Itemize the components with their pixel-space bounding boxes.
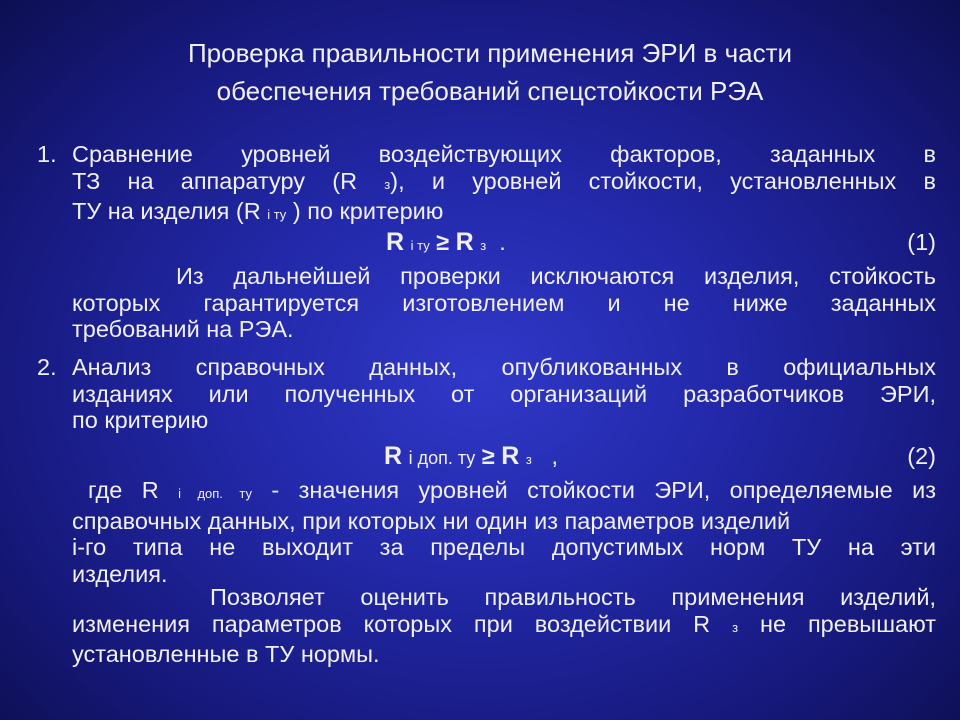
item-1-note bbox=[72, 263, 936, 343]
item-2-text bbox=[72, 354, 936, 434]
title-line-1: Проверка правильности применения ЭРИ в части bbox=[187, 38, 793, 68]
item-2-conclusion-line-1: Позволяет оценить правильность применения изделий, bbox=[210, 584, 936, 610]
title-line-2: обеспечения требований спецстойкости РЭА bbox=[216, 76, 764, 106]
item-1-line-3: ТУ на изделия (R i ту ) по критерию bbox=[72, 198, 444, 224]
item-2-line-3: по критерию bbox=[72, 407, 209, 433]
item-2-where-line-3: i-го типа не выходит за пределы допустимых норм ТУ на эти bbox=[72, 534, 936, 560]
item-1-line-1: Сравнение уровней воздействующих факторов, заданных в bbox=[72, 141, 936, 167]
item-2-line-1: Анализ справочных данных, опубликованных в официальных bbox=[72, 354, 936, 380]
item-2-where-line-2: справочных данных, при которых ни один из параметров изделий bbox=[72, 507, 791, 534]
item-1-note-line-2: которых гарантируется изготовлением и не ниже заданных bbox=[72, 289, 936, 316]
item-1-line-2: ТЗ на аппаратуру (R з), и уровней стойкости, установленных в bbox=[72, 167, 936, 194]
item-2-number: 2. bbox=[37, 354, 57, 380]
item-1-note-line-3: требований на РЭА. bbox=[72, 316, 294, 342]
formula-2: R i доп. ту ≥ R з , bbox=[384, 442, 558, 470]
formula-1-number: (1) bbox=[907, 229, 936, 255]
item-1-number: 1. bbox=[37, 141, 57, 167]
formula-1: R i ту ≥ R з . bbox=[386, 228, 506, 256]
item-2-line-2: изданиях или полученных от организаций разработчиков ЭРИ, bbox=[72, 380, 936, 407]
item-2-where-line-4: изделия. bbox=[72, 560, 168, 587]
item-2-where bbox=[72, 477, 936, 587]
item-1-text bbox=[72, 141, 936, 229]
item-2-conclusion-line-2: изменения параметров которых при воздействии R з не превышают bbox=[72, 610, 936, 637]
formula-2-number: (2) bbox=[907, 443, 936, 469]
item-2-conclusion bbox=[72, 584, 936, 668]
item-2-where-line-1: где R i доп. ту - значения уровней стойкости ЭРИ, определяемые из bbox=[88, 477, 936, 503]
item-1-note-line-1: Из дальнейшей проверки исключаются изделия, стойкость bbox=[176, 263, 936, 289]
item-2-conclusion-line-3: установленные в ТУ нормы. bbox=[72, 641, 380, 667]
